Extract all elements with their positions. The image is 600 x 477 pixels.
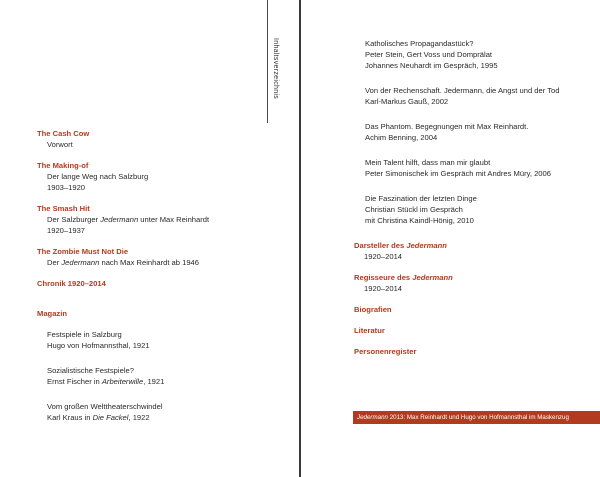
entry-line: Hugo von Hofmannsthal, 1921 (47, 341, 150, 350)
section-title-text: Regisseure des (354, 273, 413, 282)
section-title-italic: Jedermann (406, 241, 447, 250)
entry-line: Von der Rechenschaft. Jedermann, die Angst und der Tod (365, 86, 560, 95)
entry-line: 1903–1920 (47, 183, 86, 192)
entry-title-italic: Die Fackel (92, 413, 129, 422)
toc-side-label: Inhaltsverzeichnis (272, 38, 279, 100)
entry-line: Peter Simonischek im Gespräch mit Andres Müry, 2006 (365, 169, 551, 178)
section-title (354, 272, 594, 283)
entry-title-italic: Jedermann (61, 258, 100, 267)
section-title-text: Darsteller des (354, 241, 407, 250)
entry-line (37, 376, 267, 387)
entry-line: 1920–1937 (47, 226, 86, 235)
caption-italic: Jedermann (357, 414, 388, 421)
section-title (354, 240, 594, 251)
entry-line: Festspiele in Salzburg (47, 330, 122, 339)
entry-line: Der lange Weg nach Salzburg (47, 172, 149, 181)
entry-line: 1920–2014 (364, 284, 403, 293)
toc-section-cash-cow (37, 128, 267, 150)
photo-caption-bar (353, 411, 600, 424)
entry-line: Johannes Neuhardt im Gespräch, 1995 (365, 61, 498, 70)
section-title: The Making-of (37, 161, 89, 170)
entry-line: Katholisches Propagandastück? (365, 39, 474, 48)
toc-section-chronik (37, 278, 267, 289)
entry-text: Karl Kraus in (47, 413, 93, 422)
section-title-italic: Jedermann (412, 273, 453, 282)
section-title: The Zombie Must Not Die (37, 247, 129, 256)
entry-text: unter Max Reinhardt (138, 215, 210, 224)
entry-line: 1920–2014 (364, 252, 403, 261)
toc-section-personenregister: Personenregister (354, 347, 417, 356)
entry-line (37, 412, 267, 423)
toc-section-smash-hit (37, 203, 267, 236)
section-title: Magazin (37, 309, 67, 318)
entry-text: Der (47, 258, 62, 267)
entry-line: Achim Benning, 2004 (365, 133, 438, 142)
entry-text: , 1921 (143, 377, 165, 386)
toc-section-literatur: Literatur (354, 326, 385, 335)
entry-line: Vom großen Welttheaterschwindel (47, 402, 163, 411)
caption-text: 2013: Max Reinhardt und Hugo von Hofmannsthal im Maskenzug (387, 414, 569, 421)
toc-section-magazin (37, 308, 267, 423)
toc-section-zombie (37, 246, 267, 268)
section-title: The Cash Cow (37, 129, 90, 138)
entry-line: Sozialistische Festspiele? (47, 366, 134, 375)
entry-line: mit Christina Kaindl-Hönig, 2010 (365, 216, 474, 225)
entry-line: Das Phantom. Begegnungen mit Max Reinhardt. (365, 122, 529, 131)
toc-section-darsteller (354, 240, 594, 262)
entry-text: nach Max Reinhardt ab 1946 (99, 258, 199, 267)
entry-line: Die Faszination der letzten Dinge (365, 194, 477, 203)
section-title: The Smash Hit (37, 204, 90, 213)
entry-line: Peter Stein, Gert Voss und Domprälat (365, 50, 493, 59)
toc-section-making-of (37, 160, 267, 193)
entry-line (37, 257, 267, 268)
book-spine (299, 0, 301, 477)
entry-line: Mein Talent hilft, dass man mir glaubt (365, 158, 491, 167)
entry-title-italic: Jedermann (100, 215, 139, 224)
entry-text: , 1922 (128, 413, 150, 422)
left-page-toc (37, 128, 267, 423)
header-rule (267, 0, 268, 123)
entry-text: Ernst Fischer in (47, 377, 102, 386)
section-title: Chronik 1920–2014 (37, 279, 106, 288)
entry-title-italic: Arbeiterwille (101, 377, 144, 386)
entry-line (37, 214, 267, 225)
right-page-toc (354, 38, 594, 357)
entry-line: Vorwort (47, 140, 73, 149)
entry-text: Der Salzburger (47, 215, 101, 224)
toc-section-regisseure (354, 272, 594, 294)
entry-line: Karl-Markus Gauß, 2002 (365, 97, 449, 106)
toc-section-biografien: Biografien (354, 305, 392, 314)
entry-line: Christian Stückl im Gespräch (365, 205, 463, 214)
